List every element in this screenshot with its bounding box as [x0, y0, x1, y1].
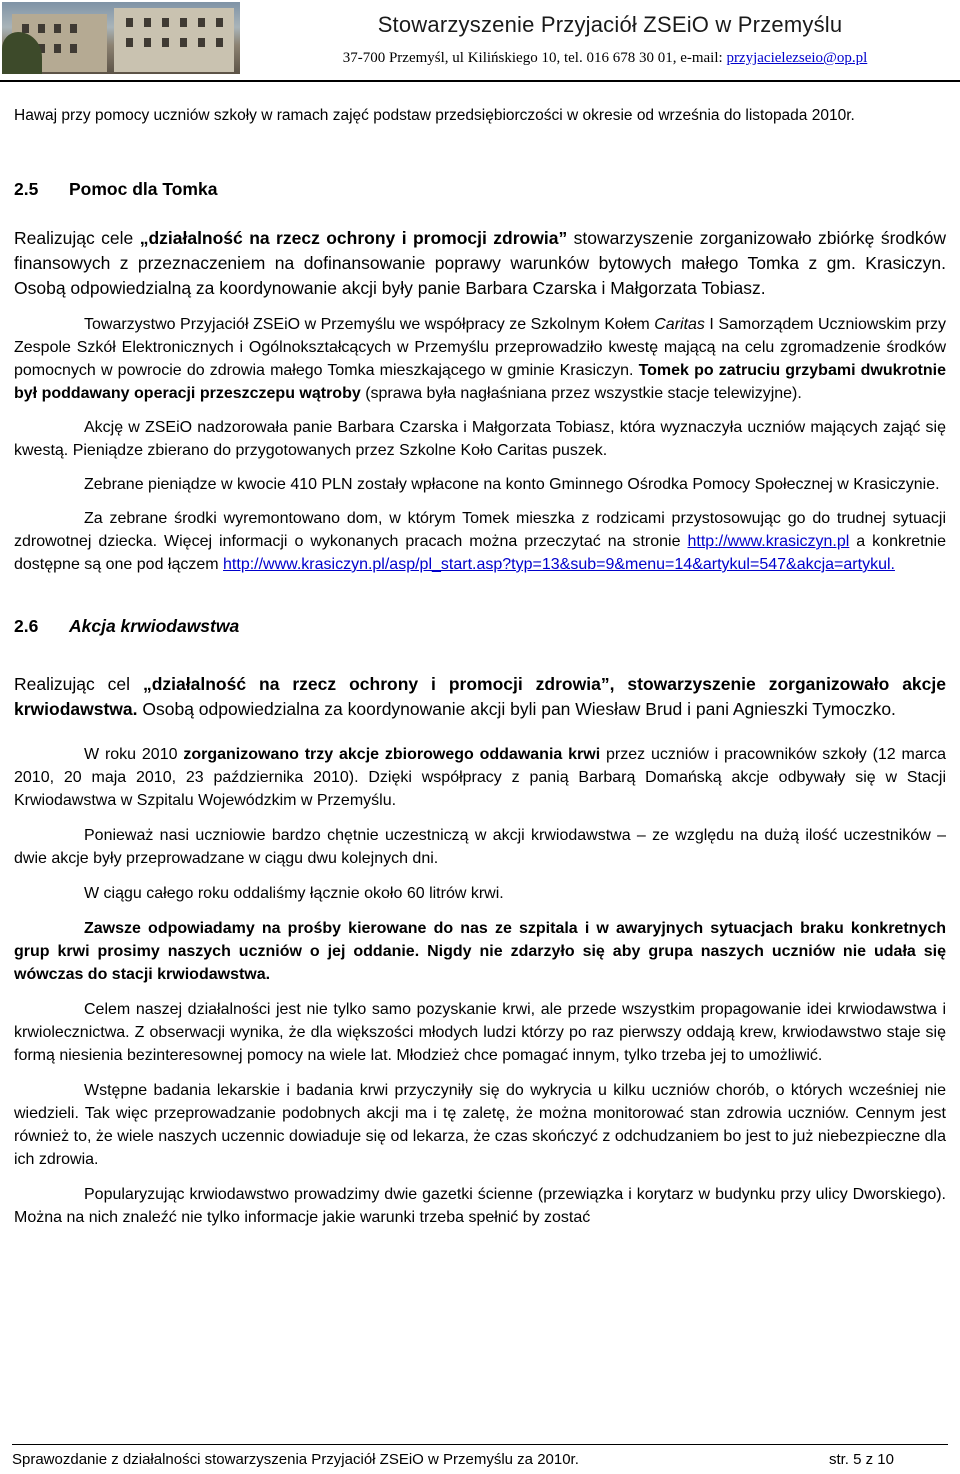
header-divider [0, 80, 960, 82]
section-title: Pomoc dla Tomka [69, 179, 218, 199]
organization-title: Stowarzyszenie Przyjaciół ZSEiO w Przemyślu [377, 12, 843, 37]
section-2-5-heading [14, 179, 946, 200]
footer-report-title: Sprawozdanie z działalności stowarzyszenia Przyjaciół ZSEiO w Przemyślu za 2010r. [12, 1451, 579, 1468]
s26-paragraph-4: W ciągu całego roku oddaliśmy łącznie około 60 litrów krwi. [84, 885, 504, 902]
section-number: 2.5 [14, 179, 39, 199]
page-header [0, 0, 960, 82]
school-building-photo [2, 2, 240, 74]
s26-paragraph-1: Realizując cel „działalność na rzecz ochrony i promocji zdrowia”, stowarzyszenie zorganizowało akcje krwiodawstwa. Osobą odpowiedzialna za koordynowanie akcji byli pan Wiesław Brud i pani Agnieszki Tymoczko. [14, 674, 946, 719]
email-link[interactable]: przyjacielezseio@op.pl [726, 50, 868, 66]
section-number: 2.6 [14, 616, 39, 636]
s26-paragraph-5: Zawsze odpowiadamy na prośby kierowane do nas ze szpitala i w awaryjnych sytuacjach braku konkretnych grup krwi prosimy naszych uczniów o jej oddanie. Nigdy nie zdarzyło się aby grupa naszych uczniów nie udała się wówczas do stacji krwiodawstwa. [14, 920, 946, 983]
s25-paragraph-2: Towarzystwo Przyjaciół ZSEiO w Przemyślu we współpracy ze Szkolnym Kołem Caritas I Samorządem Uczniowskim przy Zespole Szkół Elektronicznych i Ogólnokształcących w Przemyślu przeprowadziło kwestę mającą na celu zgromadzenie środków pomocnych w powrocie do zdrowia małego Tomka mieszkającego w gminie Krasiczyn. Tomek po zatruciu grzybami dwukrotnie był poddawany operacji przeszczepu wątroby (sprawa była nagłaśniana przez wszystkie stacje telewizyjne). [14, 316, 946, 402]
s26-paragraph-8: Popularyzując krwiodawstwo prowadzimy dwie gazetki ścienne (przewiązka i korytarz w budynku przy ulicy Dworskiego). Można na nich znaleźć nie tylko informacje jakie warunki trzeba spełnić by zostać [14, 1186, 946, 1226]
krasiczyn-link[interactable]: http://www.krasiczyn.pl [687, 533, 850, 550]
s25-paragraph-4: Zebrane pieniądze w kwocie 410 PLN zostały wpłacone na konto Gminnego Ośrodka Pomocy Społecznej w Krasiczynie. [84, 476, 940, 493]
s26-paragraph-3: Ponieważ nasi uczniowie bardzo chętnie uczestniczą w akcji krwiodawstwa – ze względu na dużą ilość uczestników – dwie akcje były przeprowadzane w ciągu dwu kolejnych dni. [14, 827, 946, 867]
s26-paragraph-2: W roku 2010 zorganizowano trzy akcje zbiorowego oddawania krwi przez uczniów i pracowników szkoły (12 marca 2010, 20 maja 2010, 23 października 2010). Dzięki współpracy z panią Barbarą Domańską akcje odbywały się w Stacji Krwiodawstwa w Szpitalu Wojewódzkim w Przemyślu. [14, 746, 946, 809]
s25-paragraph-5: Za zebrane środki wyremontowano dom, w którym Tomek mieszka z rodzicami przystosowując go do trudnej sytuacji zdrowotnej dziecka. Więcej informacji o wykonanych pracach można przeczytać na stronie http://www.krasiczyn.pl a konkretnie dostępne są one pod łączem http://www.krasiczyn.pl/asp/pl_start.asp?typ=13&sub=9&menu=14&artykul=547&akcja=artykul. [14, 510, 947, 573]
footer-page-number: str. 5 z 10 [828, 1451, 894, 1468]
section-title: Akcja krwiodawstwa [69, 616, 240, 636]
organization-address [250, 50, 960, 67]
address-text: 37-700 Przemyśl, ul Kilińskiego 10, tel. 016 678 30 01, e-mail: [342, 50, 727, 66]
krasiczyn-article-link[interactable]: http://www.krasiczyn.pl/asp/pl_start.asp?typ=13&sub=9&menu=14&artykul=547&akcja=artykul. [223, 556, 895, 573]
s26-paragraph-7: Wstępne badania lekarskie i badania krwi przyczyniły się do wykrycia u kilku uczniów chorób, o których wcześniej nie wiedzieli. Tak więc przeprowadzanie podobnych akcji ma i tę zaletę, że można monitorować stan zdrowia uczniów. Cennym jest również to, że wiele naszych uczennic dowiaduje się od lekarza, że czas skończyć z odchudzaniem bo jest to już niebezpieczne dla ich zdrowia. [14, 1082, 946, 1168]
s25-paragraph-3: Akcję w ZSEiO nadzorowała panie Barbara Czarska i Małgorzata Tobiasz, która wyznaczyła uczniów mających zająć się kwestą. Pieniądze zbierano do przygotowanych przez Szkolne Koło Caritas puszek. [14, 419, 946, 459]
intro-paragraph: Hawaj przy pomocy uczniów szkoły w ramach zajęć podstaw przedsiębiorczości w okresie od września do listopada 2010r. [14, 107, 855, 124]
s25-paragraph-1: Realizując cele „działalność na rzecz ochrony i promocji zdrowia” stowarzyszenie zorganizowało zbiórkę środków finansowych z przeznaczeniem na dofinansowanie poprawy warunków bytowych małego Tomka z gm. Krasiczyn. Osobą odpowiedzialną za koordynowanie akcji były panie Barbara Czarska i Małgorzata Tobiasz. [14, 228, 946, 298]
s26-paragraph-6: Celem naszej działalności jest nie tylko samo pozyskanie krwi, ale przede wszystkim propagowanie idei krwiodawstwa i krwiolecznictwa. Z obserwacji wynika, że dla większości młodych ludzi którzy po raz pierwszy oddają krew, krwiodawstwo staje się formą niesienia bezinteresownej pomocy na wiele lat. Młodzież chce pomagać innym, tylko trzeba jej to umożliwić. [14, 1001, 946, 1064]
document-body [14, 104, 946, 1229]
footer-divider [12, 1444, 948, 1445]
section-2-6-heading [14, 616, 946, 637]
